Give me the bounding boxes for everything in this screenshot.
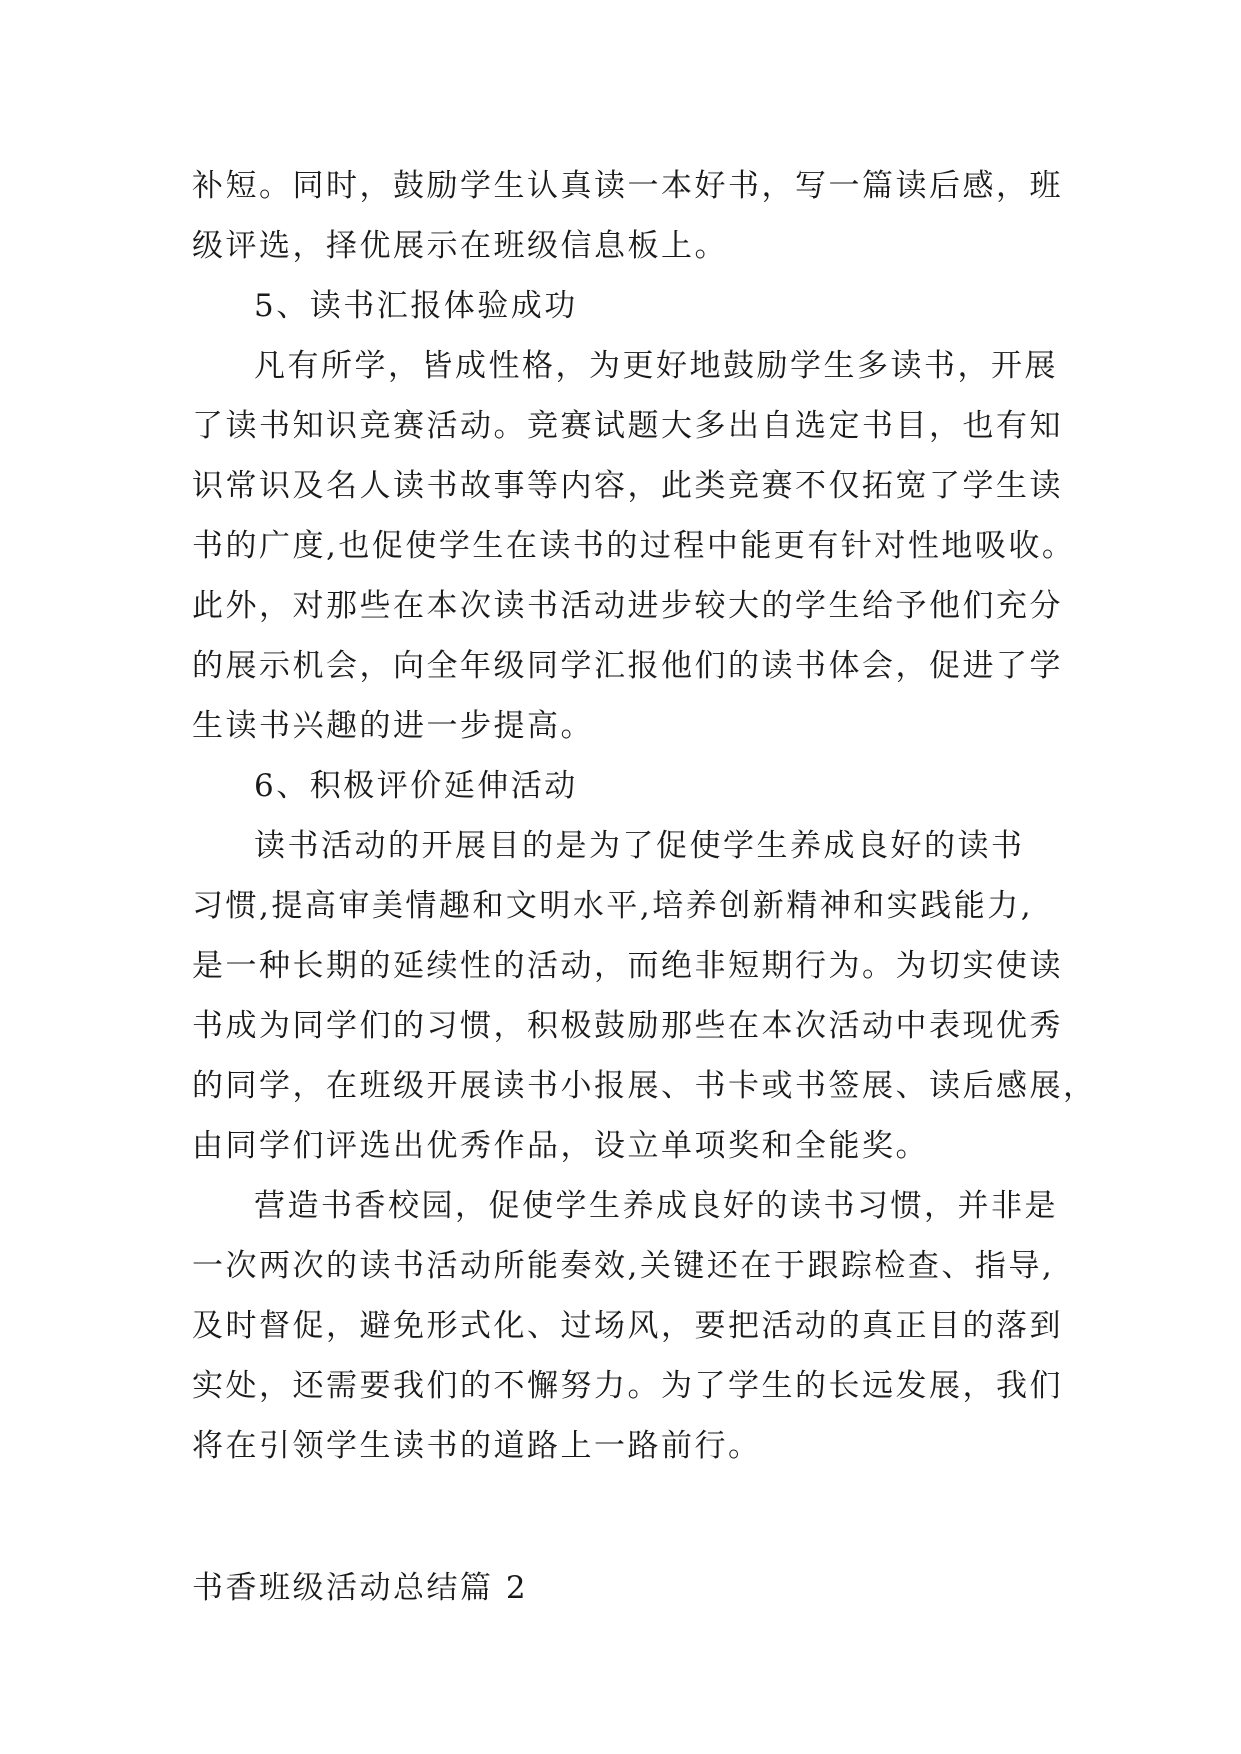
text-line: 是一种长期的延续性的活动，而绝非短期行为。为切实使读 bbox=[192, 948, 1063, 984]
next-section-title: 书香班级活动总结篇 2 bbox=[192, 1570, 529, 1606]
text-line: 书成为同学们的习惯，积极鼓励那些在本次活动中表现优秀 bbox=[192, 1008, 1063, 1044]
text-line: 此外，对那些在本次读书活动进步较大的学生给予他们充分 bbox=[192, 588, 1063, 624]
text-line: 读书活动的开展目的是为了促使学生养成良好的读书 bbox=[254, 828, 1025, 864]
document-page bbox=[192, 156, 1097, 1618]
text-line: 了读书知识竞赛活动。竞赛试题大多出自选定书目，也有知 bbox=[192, 408, 1063, 444]
text-line: 的展示机会，向全年级同学汇报他们的读书体会，促进了学 bbox=[192, 648, 1063, 684]
text-line: 实处，还需要我们的不懈努力。为了学生的长远发展，我们 bbox=[192, 1368, 1063, 1404]
text-line: 识常识及名人读书故事等内容，此类竞赛不仅拓宽了学生读 bbox=[192, 468, 1063, 504]
text-line: 将在引领学生读书的道路上一路前行。 bbox=[192, 1428, 762, 1464]
text-line: 一次两次的读书活动所能奏效,关键还在于跟踪检查、指导, bbox=[192, 1248, 1055, 1284]
text-line: 补短。同时，鼓励学生认真读一本好书，写一篇读后感，班 bbox=[192, 168, 1063, 204]
text-line: 营造书香校园，促使学生养成良好的读书习惯，并非是 bbox=[254, 1188, 1058, 1224]
text-line: 由同学们评选出优秀作品，设立单项奖和全能奖。 bbox=[192, 1128, 929, 1164]
section-heading-6: 6、积极评价延伸活动 bbox=[254, 768, 578, 804]
text-line: 书的广度,也促使学生在读书的过程中能更有针对性地吸收。 bbox=[192, 528, 1076, 564]
text-line: 生读书兴趣的进一步提高。 bbox=[192, 708, 594, 744]
section-heading-5: 5、读书汇报体验成功 bbox=[254, 288, 578, 324]
text-line: 习惯,提高审美情趣和文明水平,培养创新精神和实践能力, bbox=[192, 888, 1034, 924]
text-line: 凡有所学，皆成性格，为更好地鼓励学生多读书，开展 bbox=[254, 348, 1058, 384]
text-line: 的同学，在班级开展读书小报展、书卡或书签展、读后感展， bbox=[192, 1068, 1097, 1104]
text-line: 及时督促，避免形式化、过场风，要把活动的真正目的落到 bbox=[192, 1308, 1063, 1344]
section-gap bbox=[192, 1476, 1052, 1558]
text-line: 级评选，择优展示在班级信息板上。 bbox=[192, 228, 728, 264]
